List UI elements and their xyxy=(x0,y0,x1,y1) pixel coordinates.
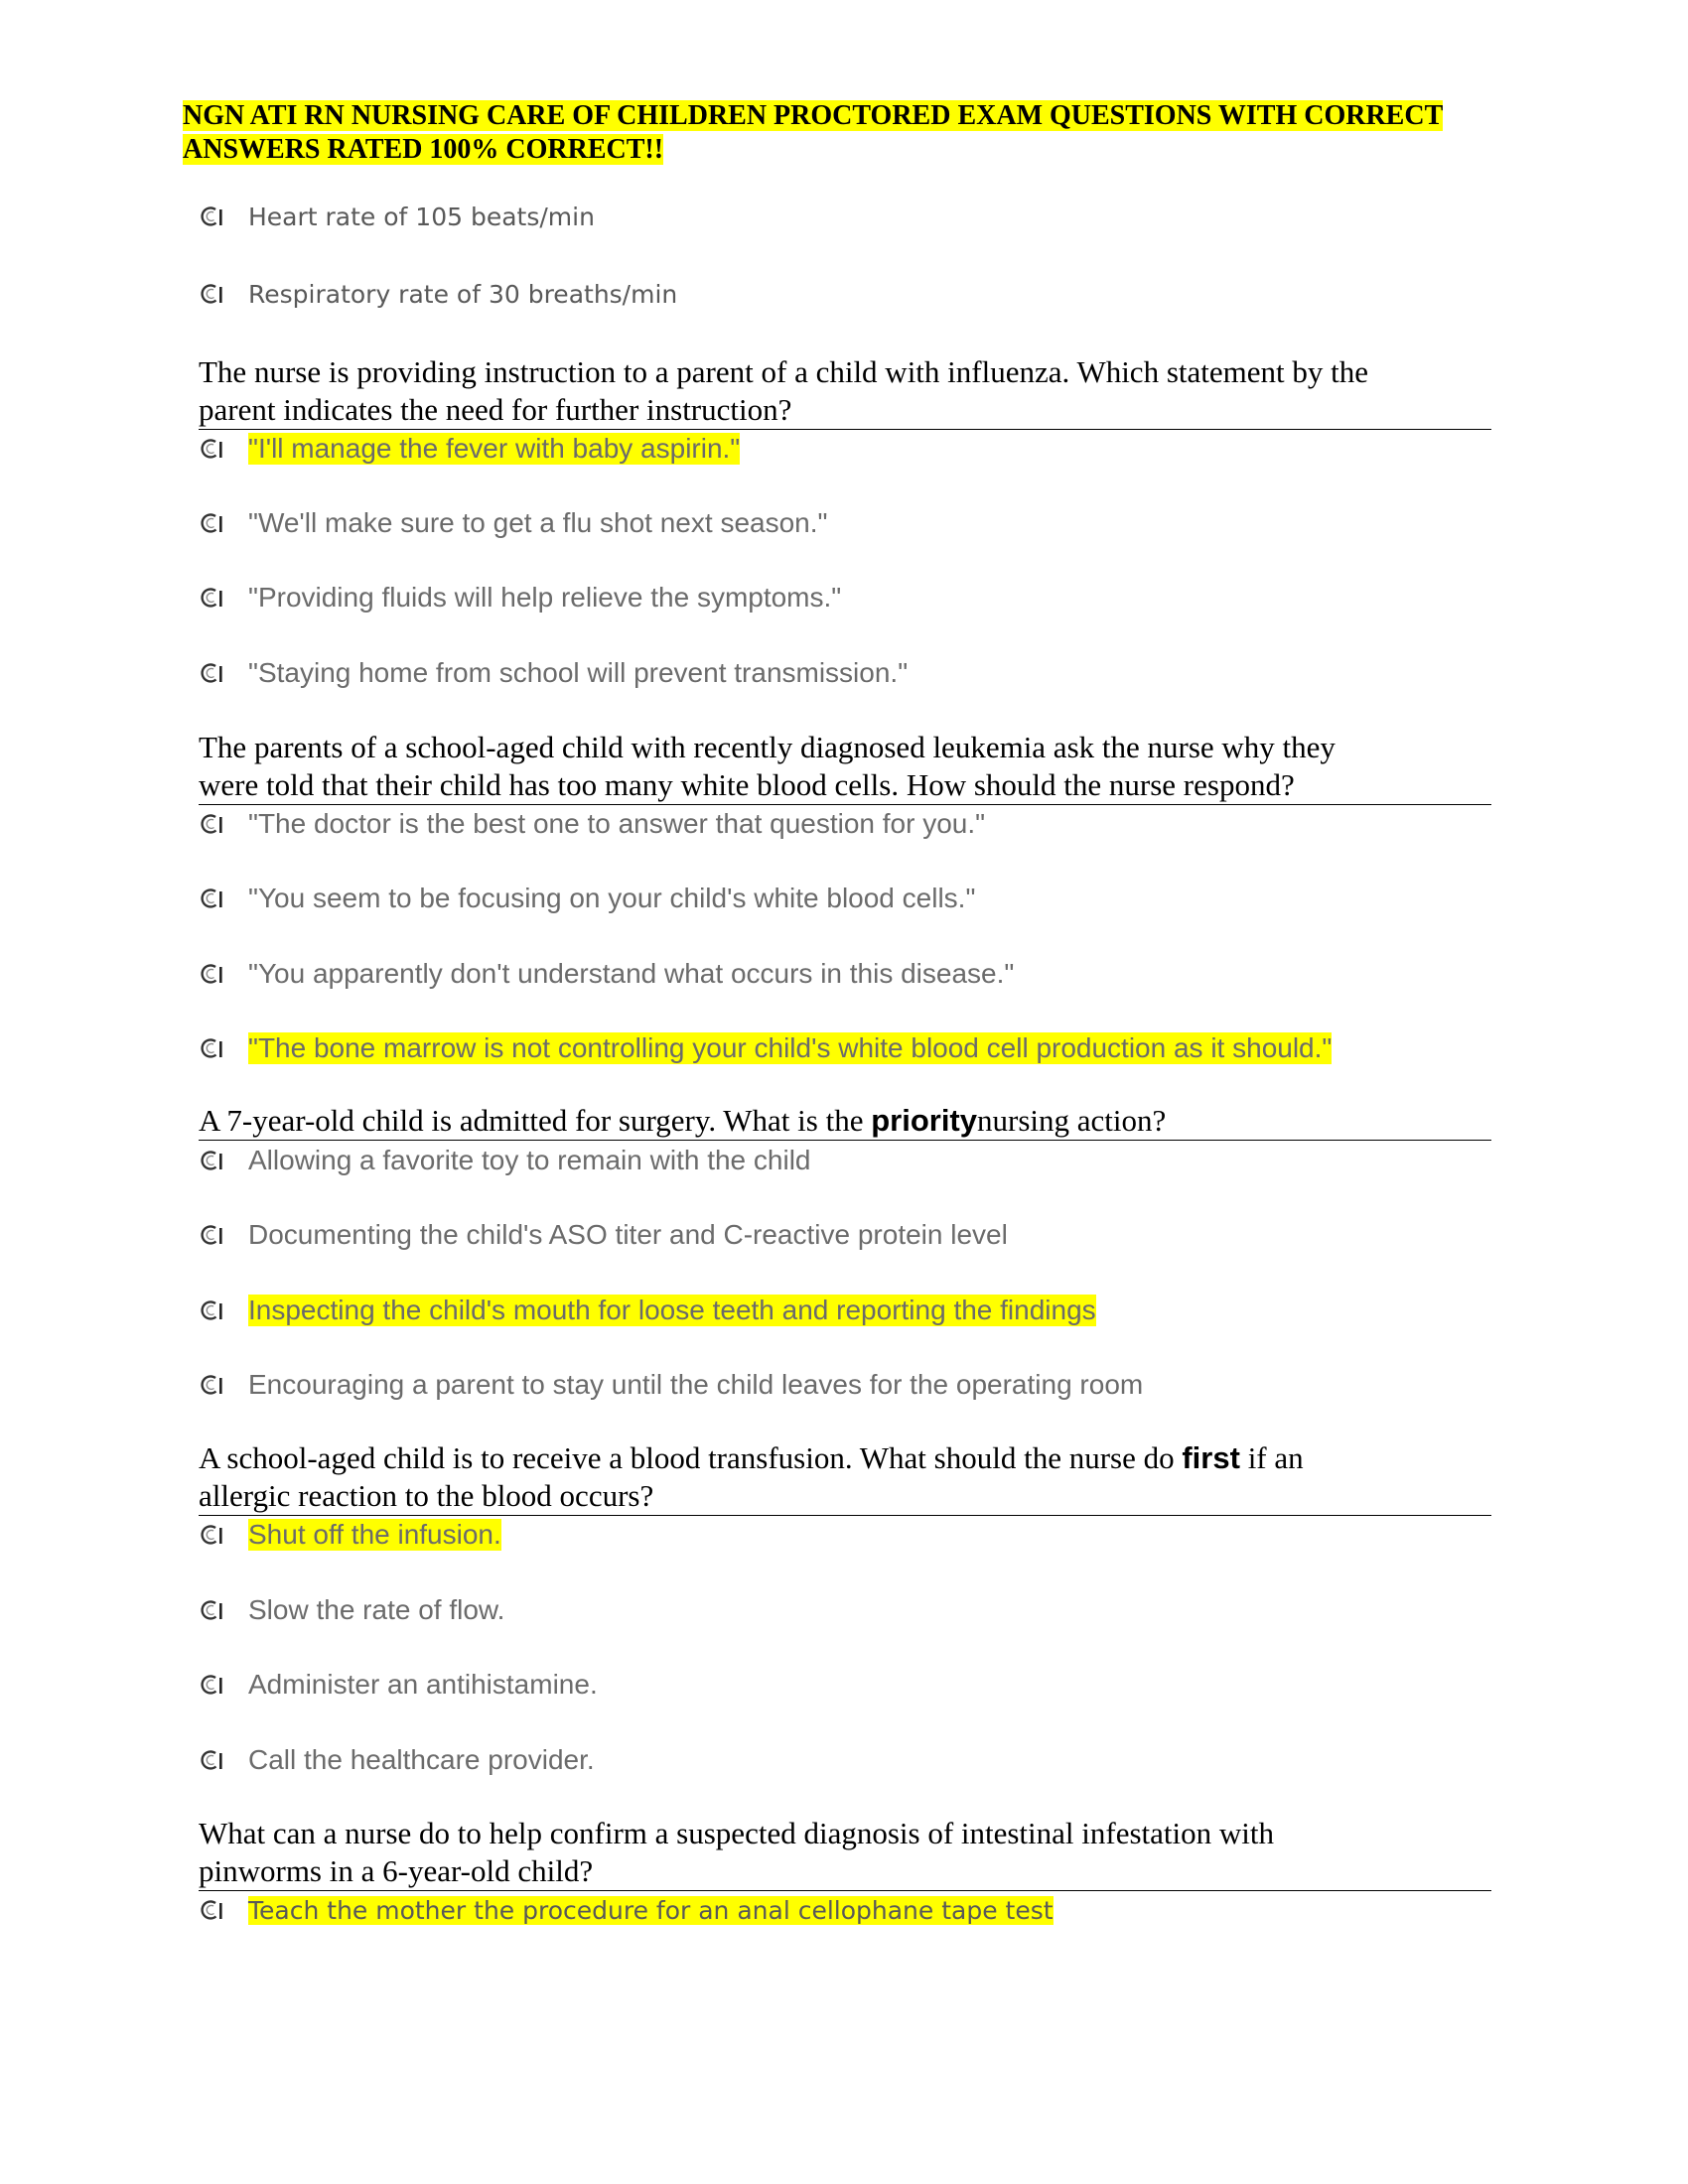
option-text: Inspecting the child's mouth for loose teeth and reporting the findings xyxy=(248,1295,1096,1325)
option[interactable] xyxy=(199,952,1014,996)
option-text: Respiratory rate of 30 breaths/min xyxy=(248,279,678,309)
question-text-line1: What can a nurse do to help confirm a suspected diagnosis of intestinal infestation with xyxy=(199,1816,1275,1850)
radio-icon[interactable] xyxy=(199,437,222,461)
question-text-line2: pinworms in a 6-year-old child? xyxy=(199,1853,594,1888)
radio-icon[interactable] xyxy=(199,661,222,685)
radio-icon[interactable] xyxy=(199,586,222,610)
option[interactable] xyxy=(199,877,975,920)
question-text-line1: A 7-year-old child is admitted for surgery. What is the prioritynursing action? xyxy=(199,1103,1167,1138)
option-text: "You seem to be focusing on your child's white blood cells." xyxy=(248,883,976,913)
option-text: "The bone marrow is not controlling your child's white blood cell production as it should." xyxy=(248,1032,1333,1063)
option[interactable] xyxy=(199,576,841,619)
option[interactable] xyxy=(199,427,740,471)
option[interactable] xyxy=(199,651,908,695)
option[interactable] xyxy=(199,1738,595,1782)
radio-icon[interactable] xyxy=(199,1149,222,1172)
option-text: Allowing a favorite toy to remain with the child xyxy=(248,1145,811,1175)
option-text: "Providing fluids will help relieve the symptoms." xyxy=(248,582,842,613)
option[interactable] xyxy=(199,1363,1143,1407)
option-text: Administer an antihistamine. xyxy=(248,1669,598,1700)
option-text: "Staying home from school will prevent transmission." xyxy=(248,657,909,688)
option[interactable] xyxy=(199,802,985,846)
option[interactable] xyxy=(199,1289,1096,1332)
question-text-line1: A school-aged child is to receive a blood transfusion. What should the nurse do first if an xyxy=(199,1440,1304,1475)
radio-icon[interactable] xyxy=(199,1223,222,1247)
option-text: "We'll make sure to get a flu shot next season." xyxy=(248,507,828,538)
radio-icon[interactable] xyxy=(199,812,222,836)
option[interactable] xyxy=(199,1213,1008,1257)
emphasis-word: priority xyxy=(871,1103,977,1138)
question-text-line2: parent indicates the need for further instruction? xyxy=(199,392,792,427)
radio-icon[interactable] xyxy=(199,1748,222,1772)
emphasis-word: first xyxy=(1182,1440,1240,1475)
question-text-line2: allergic reaction to the blood occurs? xyxy=(199,1478,654,1513)
option[interactable] xyxy=(199,1513,501,1557)
document-title: NGN ATI RN NURSING CARE OF CHILDREN PROCTORED EXAM QUESTIONS WITH CORRECT ANSWERS RATED 100% CORRECT!! xyxy=(183,100,1444,165)
question-text-line2: were told that their child has too many white blood cells. How should the nurse respond? xyxy=(199,767,1295,802)
option-text: Heart rate of 105 beats/min xyxy=(248,202,595,231)
question-1 xyxy=(199,353,1491,430)
radio-icon[interactable] xyxy=(199,282,222,306)
option-text: "I'll manage the fever with baby aspirin." xyxy=(248,433,741,464)
radio-icon[interactable] xyxy=(199,887,222,910)
option-text: Call the healthcare provider. xyxy=(248,1744,595,1775)
option-text: Teach the mother the procedure for an anal cellophane tape test xyxy=(248,1895,1054,1925)
option[interactable] xyxy=(199,501,827,545)
option[interactable] xyxy=(199,1588,504,1632)
option-text: Documenting the child's ASO titer and C-reactive protein level xyxy=(248,1219,1008,1250)
radio-icon[interactable] xyxy=(199,1298,222,1322)
radio-icon[interactable] xyxy=(199,1673,222,1697)
radio-icon[interactable] xyxy=(199,1373,222,1397)
radio-icon[interactable] xyxy=(199,1898,222,1922)
option[interactable] xyxy=(199,1888,1054,1932)
option[interactable] xyxy=(199,1663,598,1706)
option[interactable] xyxy=(199,272,677,316)
radio-icon[interactable] xyxy=(199,1598,222,1622)
radio-icon[interactable] xyxy=(199,962,222,986)
radio-icon[interactable] xyxy=(199,1523,222,1547)
option-text: Encouraging a parent to stay until the child leaves for the operating room xyxy=(248,1369,1144,1400)
question-5 xyxy=(199,1815,1491,1891)
radio-icon[interactable] xyxy=(199,511,222,535)
option-text: "The doctor is the best one to answer that question for you." xyxy=(248,808,986,839)
question-4 xyxy=(199,1439,1491,1516)
question-2 xyxy=(199,729,1491,805)
question-3 xyxy=(199,1102,1491,1141)
option-text: Slow the rate of flow. xyxy=(248,1594,505,1625)
option[interactable] xyxy=(199,1139,811,1182)
radio-icon[interactable] xyxy=(199,1036,222,1060)
question-text-line1: The parents of a school-aged child with recently diagnosed leukemia ask the nurse why they xyxy=(199,730,1336,764)
option[interactable] xyxy=(199,195,595,238)
option[interactable] xyxy=(199,1026,1332,1070)
option-text: "You apparently don't understand what occurs in this disease." xyxy=(248,958,1015,989)
option-text: Shut off the infusion. xyxy=(248,1519,501,1550)
question-text-line1: The nurse is providing instruction to a parent of a child with influenza. Which statement by the xyxy=(199,354,1368,389)
radio-icon[interactable] xyxy=(199,205,222,228)
